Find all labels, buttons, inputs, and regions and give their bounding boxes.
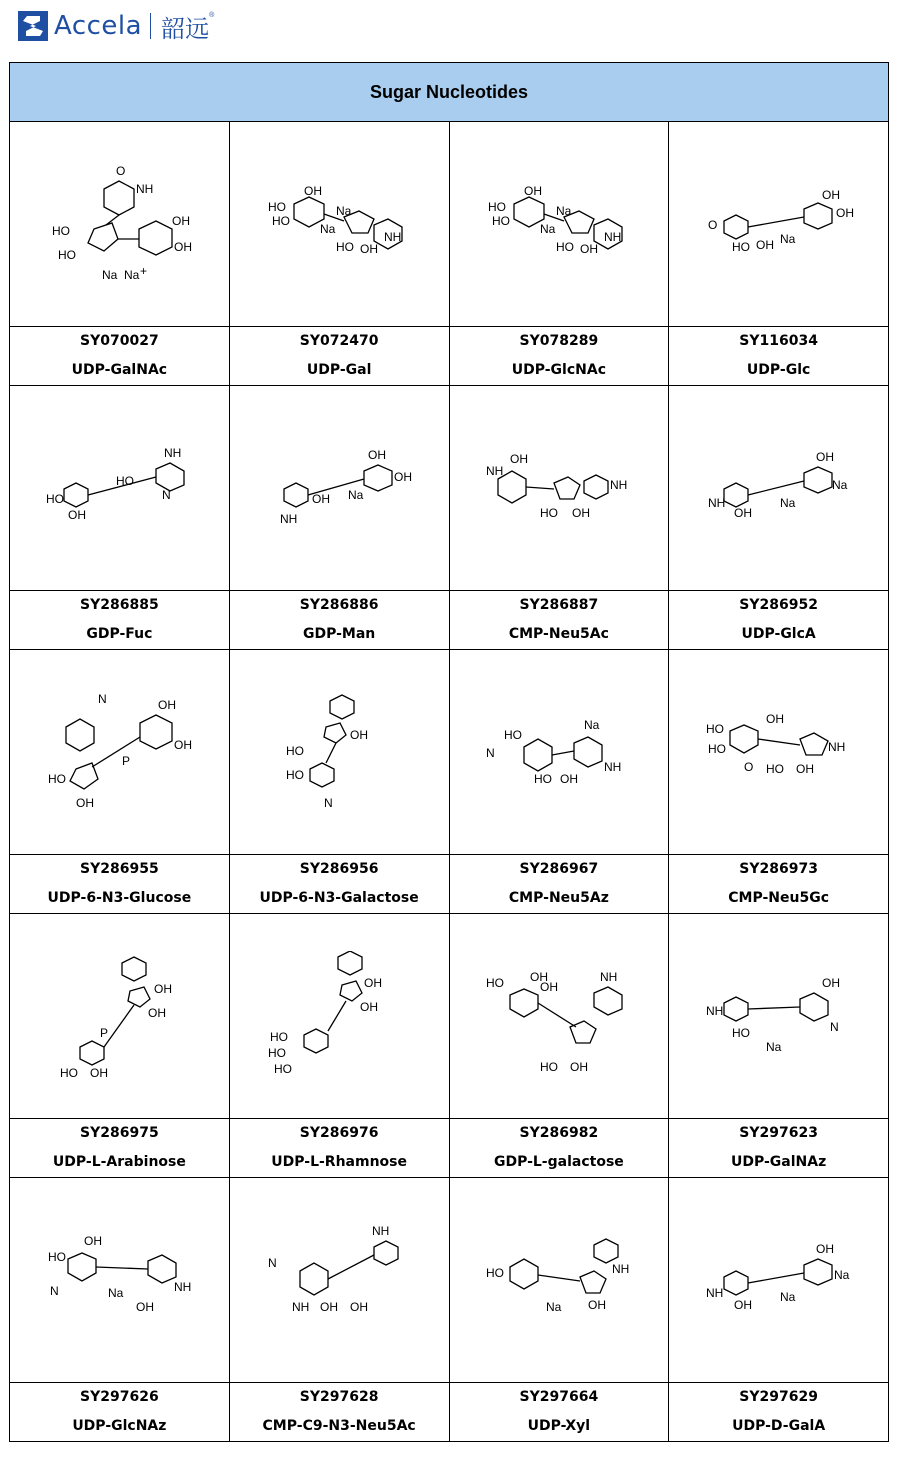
svg-text:NH: NH [705, 1286, 723, 1300]
svg-text:HO: HO [46, 492, 65, 506]
structure-cell [669, 1178, 889, 1383]
compound-label [229, 1383, 449, 1442]
svg-text:OH: OH [733, 506, 752, 520]
structure-image [484, 951, 634, 1081]
svg-text:HO: HO [48, 1250, 67, 1264]
structure-row [10, 650, 889, 855]
svg-text:O: O [743, 760, 753, 774]
svg-text:Na: Na [833, 1268, 849, 1282]
svg-text:OH: OH [172, 214, 191, 228]
svg-text:OH: OH [68, 508, 87, 522]
svg-text:OH: OH [835, 206, 854, 220]
compound-label [669, 1119, 889, 1178]
structure-cell [229, 914, 449, 1119]
svg-text:OH: OH [350, 1300, 369, 1314]
compound-label [10, 855, 230, 914]
structure-row [10, 1178, 889, 1383]
svg-text:OH: OH [312, 492, 331, 506]
svg-text:N: N [50, 1284, 60, 1298]
svg-text:Na: Na [539, 222, 556, 236]
svg-text:HO: HO [274, 1062, 293, 1076]
structure-cell [229, 122, 449, 327]
catalog-number: SY070027 [80, 333, 159, 349]
svg-text:OH: OH [821, 976, 840, 990]
svg-text:NH: NH [136, 182, 154, 196]
svg-text:Na: Na [831, 478, 847, 492]
svg-text:OH: OH [579, 242, 598, 256]
svg-text:OH: OH [821, 188, 840, 202]
svg-text:N: N [98, 692, 108, 706]
svg-text:OH: OH [350, 728, 369, 742]
structure-cell [10, 386, 230, 591]
svg-text:OH: OH [90, 1066, 109, 1080]
compound-name: CMP-Neu5Ac [508, 626, 609, 642]
svg-text:NH: NH [174, 1280, 192, 1294]
catalog-number: SY297664 [519, 1389, 599, 1405]
compound-label [229, 327, 449, 386]
svg-text:Na: Na [779, 232, 795, 246]
svg-text:OH: OH [360, 1000, 379, 1014]
svg-text:Na: Na [779, 1290, 795, 1304]
compound-name: UDP-Xyl [527, 1418, 591, 1434]
brand-chinese-name: 韶远 [161, 14, 210, 43]
compound-name: UDP-Glc [746, 362, 811, 378]
structure-cell [669, 650, 889, 855]
catalog-number: SY297626 [80, 1389, 159, 1405]
structure-cell [449, 122, 669, 327]
compound-name: GDP-Man [302, 626, 376, 642]
trademark-mark: ® [209, 12, 215, 19]
svg-text:OH: OH [158, 698, 177, 712]
svg-text:Na: Na [336, 204, 352, 218]
structure-image [704, 1215, 854, 1345]
svg-text:HO: HO [503, 728, 522, 742]
svg-text:OH: OH [174, 738, 193, 752]
catalog-number: SY286975 [80, 1125, 159, 1141]
structure-image [264, 687, 414, 817]
catalog-number: SY286955 [80, 861, 159, 877]
structure-cell [449, 1178, 669, 1383]
compound-name: UDP-GalNAz [730, 1154, 827, 1170]
structure-cell [229, 386, 449, 591]
sugar-nucleotides-table [9, 62, 889, 1442]
structure-image [264, 951, 414, 1081]
svg-text:OH: OH [815, 450, 834, 464]
compound-label [449, 1383, 669, 1442]
compound-name: UDP-6-N3-Glucose [47, 890, 192, 906]
svg-text:NH: NH [611, 1262, 630, 1276]
svg-text:OH: OH [569, 1060, 588, 1074]
svg-text:HO: HO [491, 214, 510, 228]
structure-row [10, 122, 889, 327]
svg-text:HO: HO [60, 1066, 79, 1080]
svg-text:HO: HO [533, 772, 552, 786]
structure-image [44, 1215, 194, 1345]
compound-label [229, 1119, 449, 1178]
svg-text:HO: HO [272, 214, 291, 228]
svg-text:Na: Na [555, 204, 572, 218]
catalog-number: SY297623 [739, 1125, 818, 1141]
svg-text:HO: HO [268, 200, 287, 214]
structure-cell [669, 914, 889, 1119]
structure-image [484, 423, 634, 553]
svg-text:HO: HO [731, 1026, 750, 1040]
catalog-number: SY286973 [739, 861, 818, 877]
svg-text:P: P [100, 1026, 109, 1040]
svg-text:NH: NH [705, 1004, 723, 1018]
svg-text:NH: NH [164, 446, 182, 460]
svg-text:OH: OH [360, 242, 379, 256]
structure-image [264, 1215, 414, 1345]
svg-text:HO: HO [487, 200, 506, 214]
svg-text:N: N [829, 1020, 839, 1034]
structure-cell [10, 914, 230, 1119]
svg-text:OH: OH [148, 1006, 167, 1020]
compound-name: UDP-L-Arabinose [52, 1154, 186, 1170]
logo-divider [150, 13, 151, 39]
svg-text:HO: HO [539, 506, 558, 520]
svg-text:NH: NH [707, 496, 725, 510]
svg-text:OH: OH [84, 1234, 103, 1248]
svg-text:Na: Na [779, 496, 795, 510]
compound-label [449, 1119, 669, 1178]
catalog-number: SY286952 [739, 597, 818, 613]
compound-label [10, 1119, 230, 1178]
svg-text:OH: OH [304, 184, 323, 198]
structure-cell [229, 650, 449, 855]
compound-label [449, 327, 669, 386]
svg-text:+: + [140, 264, 148, 278]
structure-image [484, 159, 634, 289]
compound-name: UDP-GlcNAz [72, 1418, 167, 1434]
svg-text:N: N [162, 488, 172, 502]
accela-logo-icon [18, 11, 48, 41]
svg-text:OH: OH [509, 452, 528, 466]
svg-text:OH: OH [364, 976, 383, 990]
svg-text:OH: OH [394, 470, 413, 484]
svg-text:OH: OH [136, 1300, 155, 1314]
svg-text:OH: OH [174, 240, 193, 254]
svg-text:HO: HO [485, 976, 504, 990]
compound-name: GDP-Fuc [86, 626, 153, 642]
catalog-number: SY286886 [299, 597, 379, 613]
structure-image [484, 1215, 634, 1345]
structure-cell [669, 122, 889, 327]
svg-text:NH: NH [609, 478, 628, 492]
svg-text:N: N [268, 1256, 277, 1270]
compound-label [229, 591, 449, 650]
svg-text:Na: Na [765, 1040, 781, 1054]
svg-text:HO: HO [58, 248, 77, 262]
svg-text:OH: OH [571, 506, 590, 520]
svg-text:OH: OH [154, 982, 173, 996]
structure-cell [229, 1178, 449, 1383]
structure-image [264, 159, 414, 289]
svg-text:O: O [116, 164, 126, 178]
svg-text:Na: Na [545, 1300, 562, 1314]
brand-name: Accela [54, 11, 143, 41]
compound-name: UDP-GlcA [741, 626, 816, 642]
compound-name: CMP-C9-N3-Neu5Ac [262, 1418, 416, 1434]
structure-cell [449, 386, 669, 591]
svg-text:NH: NH [603, 230, 622, 244]
svg-text:HO: HO [116, 474, 135, 488]
svg-text:Na: Na [348, 488, 364, 502]
compound-name: CMP-Neu5Gc [728, 890, 829, 906]
svg-text:Na: Na [124, 268, 140, 282]
structure-image [264, 423, 414, 553]
catalog-number: SY116034 [739, 333, 818, 349]
svg-text:NH: NH [827, 740, 845, 754]
svg-text:N: N [485, 746, 495, 760]
svg-text:HO: HO [731, 240, 750, 254]
svg-text:OH: OH [539, 980, 558, 994]
structure-cell [449, 650, 669, 855]
svg-text:HO: HO [48, 772, 67, 786]
svg-text:HO: HO [52, 224, 71, 238]
svg-text:HO: HO [270, 1030, 289, 1044]
svg-text:OH: OH [368, 448, 387, 462]
structure-image [704, 159, 854, 289]
compound-label [669, 327, 889, 386]
compound-label [669, 855, 889, 914]
compound-label [669, 591, 889, 650]
svg-text:HO: HO [286, 744, 305, 758]
catalog-number: SY297629 [739, 1389, 818, 1405]
catalog-number: SY286976 [299, 1125, 379, 1141]
table-title: Sugar Nucleotides [10, 63, 889, 122]
catalog-number: SY286887 [519, 597, 599, 613]
structure-image [44, 687, 194, 817]
svg-text:OH: OH [529, 970, 548, 984]
svg-text:Na: Na [102, 268, 118, 282]
svg-text:HO: HO [707, 742, 726, 756]
svg-text:NH: NH [599, 970, 618, 984]
catalog-number: SY286885 [80, 597, 159, 613]
compound-name: UDP-Gal [306, 362, 372, 378]
compound-name: UDP-GlcNAc [511, 362, 606, 378]
svg-text:OH: OH [795, 762, 814, 776]
compound-label [10, 327, 230, 386]
svg-text:OH: OH [523, 184, 542, 198]
svg-text:HO: HO [485, 1266, 504, 1280]
accela-logo [18, 8, 214, 44]
structure-row [10, 386, 889, 591]
svg-text:OH: OH [587, 1298, 606, 1312]
catalog-number: SY078289 [519, 333, 599, 349]
structure-image [704, 951, 854, 1081]
svg-text:NH: NH [603, 760, 622, 774]
svg-text:N: N [324, 796, 333, 810]
structure-image [484, 687, 634, 817]
structure-cell [10, 1178, 230, 1383]
svg-text:NH: NH [485, 464, 504, 478]
svg-text:HO: HO [555, 240, 574, 254]
compound-name: GDP-L-galactose [493, 1154, 624, 1170]
svg-text:Na: Na [320, 222, 336, 236]
compound-label [449, 591, 669, 650]
structure-image [704, 423, 854, 553]
svg-text:HO: HO [286, 768, 305, 782]
structure-image [704, 687, 854, 817]
svg-text:OH: OH [765, 712, 784, 726]
compound-name: UDP-6-N3-Galactose [259, 890, 419, 906]
structure-image [44, 159, 194, 289]
catalog-number: SY286956 [299, 861, 379, 877]
svg-text:P: P [122, 754, 131, 768]
compound-label [449, 855, 669, 914]
svg-text:OH: OH [76, 796, 95, 810]
compound-label [10, 1383, 230, 1442]
structure-cell [10, 650, 230, 855]
svg-text:HO: HO [268, 1046, 287, 1060]
svg-text:HO: HO [336, 240, 355, 254]
svg-text:HO: HO [765, 762, 784, 776]
svg-text:NH: NH [292, 1300, 310, 1314]
structure-row [10, 914, 889, 1119]
compound-name: UDP-GalNAc [71, 362, 168, 378]
compound-name: UDP-D-GalA [732, 1418, 826, 1434]
svg-text:O: O [707, 218, 717, 232]
structure-image [44, 423, 194, 553]
compound-name: CMP-Neu5Az [508, 890, 609, 906]
structure-image [44, 951, 194, 1081]
svg-text:HO: HO [705, 722, 724, 736]
compound-label [669, 1383, 889, 1442]
svg-text:NH: NH [280, 512, 298, 526]
svg-text:NH: NH [372, 1224, 390, 1238]
compound-label [229, 855, 449, 914]
compound-label [10, 591, 230, 650]
structure-cell [449, 914, 669, 1119]
svg-text:HO: HO [539, 1060, 558, 1074]
catalog-number: SY286967 [519, 861, 599, 877]
svg-text:NH: NH [384, 230, 402, 244]
svg-text:OH: OH [559, 772, 578, 786]
svg-text:OH: OH [733, 1298, 752, 1312]
compound-name: UDP-L-Rhamnose [271, 1154, 407, 1170]
svg-text:OH: OH [755, 238, 774, 252]
svg-text:OH: OH [320, 1300, 339, 1314]
catalog-number: SY072470 [299, 333, 379, 349]
catalog-number: SY297628 [299, 1389, 379, 1405]
svg-text:Na: Na [108, 1286, 124, 1300]
svg-text:OH: OH [815, 1242, 834, 1256]
catalog-number: SY286982 [519, 1125, 599, 1141]
svg-text:Na: Na [583, 718, 600, 732]
structure-cell [10, 122, 230, 327]
structure-cell [669, 386, 889, 591]
